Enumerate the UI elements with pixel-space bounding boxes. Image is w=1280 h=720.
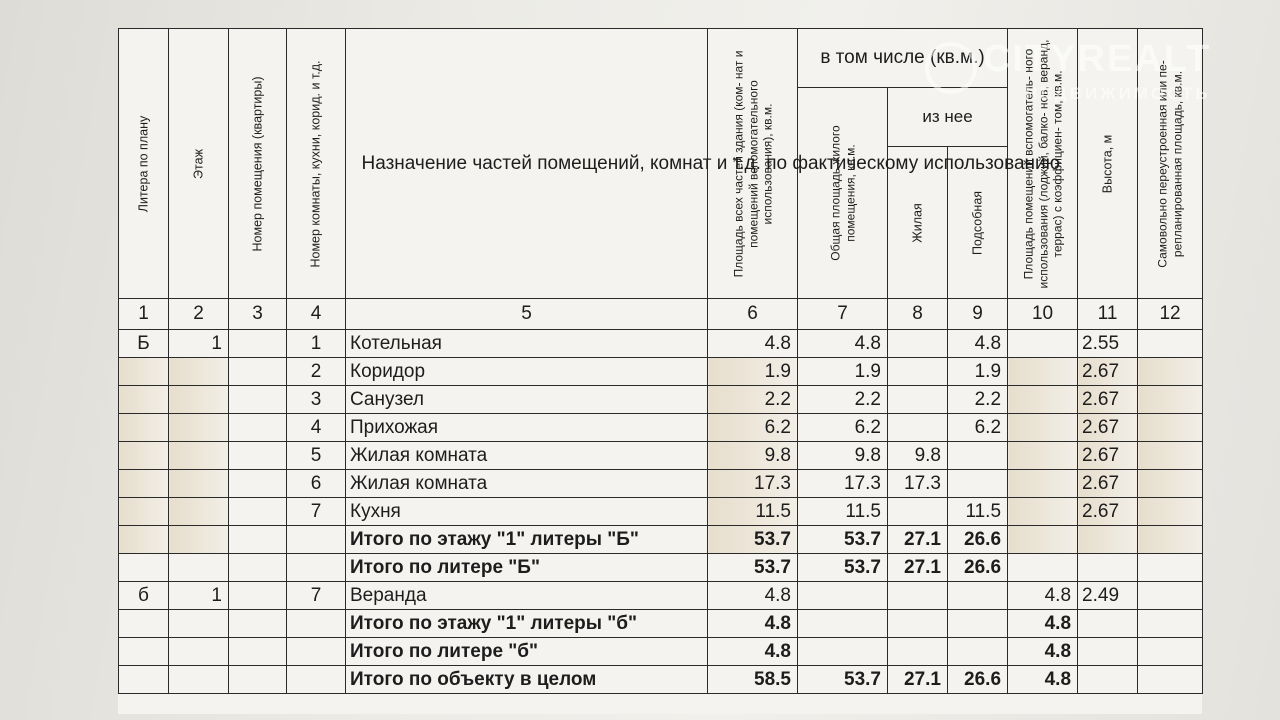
auxiliary-area-cell (948, 582, 1008, 610)
header-auxiliary: Подсобная (948, 147, 1008, 299)
veranda-area-cell (1008, 470, 1078, 498)
column-number: 1 (119, 299, 169, 330)
height-cell: 2.67 (1078, 498, 1138, 526)
floor-cell (169, 498, 229, 526)
table-row (119, 554, 1203, 582)
column-number: 4 (287, 299, 346, 330)
veranda-area-cell (1008, 442, 1078, 470)
purpose-cell: Котельная (346, 330, 708, 358)
veranda-area-cell: 4.8 (1008, 638, 1078, 666)
living-area-cell (888, 498, 948, 526)
veranda-area-cell (1008, 386, 1078, 414)
total-area-cell: 2.2 (708, 386, 798, 414)
unauthorized-area-cell (1138, 358, 1203, 386)
header-purpose: Назначение частей помещений, комнат и т.д. по фактическому использованию (346, 29, 708, 299)
veranda-area-cell (1008, 526, 1078, 554)
room-number-cell (287, 554, 346, 582)
apartment-cell (229, 582, 287, 610)
floor-cell (169, 666, 229, 694)
height-cell: 2.67 (1078, 358, 1138, 386)
table-row (119, 526, 1203, 554)
general-area-cell: 4.8 (798, 330, 888, 358)
litera-cell (119, 498, 169, 526)
general-area-cell: 53.7 (798, 554, 888, 582)
general-area-cell: 9.8 (798, 442, 888, 470)
purpose-cell: Прихожая (346, 414, 708, 442)
apartment-cell (229, 610, 287, 638)
floor-cell (169, 386, 229, 414)
veranda-area-cell (1008, 358, 1078, 386)
unauthorized-area-cell (1138, 638, 1203, 666)
auxiliary-area-cell: 1.9 (948, 358, 1008, 386)
unauthorized-area-cell (1138, 666, 1203, 694)
floor-cell (169, 442, 229, 470)
apartment-cell (229, 638, 287, 666)
floor-cell: 1 (169, 582, 229, 610)
veranda-area-cell: 4.8 (1008, 610, 1078, 638)
auxiliary-area-cell (948, 442, 1008, 470)
table-row (119, 610, 1203, 638)
room-number-cell: 1 (287, 330, 346, 358)
veranda-area-cell (1008, 554, 1078, 582)
floor-cell (169, 358, 229, 386)
column-number: 6 (708, 299, 798, 330)
total-area-cell: 6.2 (708, 414, 798, 442)
living-area-cell (888, 386, 948, 414)
auxiliary-area-cell (948, 610, 1008, 638)
table-row (119, 638, 1203, 666)
column-number: 2 (169, 299, 229, 330)
auxiliary-area-cell: 2.2 (948, 386, 1008, 414)
column-number: 9 (948, 299, 1008, 330)
height-cell (1078, 610, 1138, 638)
litera-cell (119, 470, 169, 498)
floor-cell (169, 610, 229, 638)
veranda-area-cell: 4.8 (1008, 666, 1078, 694)
height-cell: 2.67 (1078, 414, 1138, 442)
height-cell (1078, 554, 1138, 582)
unauthorized-area-cell (1138, 582, 1203, 610)
floor-cell (169, 470, 229, 498)
purpose-cell: Итого по литере "б" (346, 638, 708, 666)
veranda-area-cell (1008, 414, 1078, 442)
height-cell: 2.55 (1078, 330, 1138, 358)
apartment-cell (229, 666, 287, 694)
apartment-cell (229, 442, 287, 470)
total-area-cell: 4.8 (708, 330, 798, 358)
floor-cell: 1 (169, 330, 229, 358)
column-number: 10 (1008, 299, 1078, 330)
height-cell: 2.67 (1078, 442, 1138, 470)
apartment-cell (229, 470, 287, 498)
header-litera: Литера по плану (119, 29, 169, 299)
floor-cell (169, 526, 229, 554)
room-number-cell (287, 638, 346, 666)
litera-cell (119, 414, 169, 442)
living-area-cell (888, 414, 948, 442)
header-including: в том числе (кв.м.) (798, 29, 1008, 88)
apartment-cell (229, 330, 287, 358)
unauthorized-area-cell (1138, 330, 1203, 358)
floor-cell (169, 414, 229, 442)
room-number-cell: 4 (287, 414, 346, 442)
litera-cell (119, 554, 169, 582)
table-row (119, 442, 1203, 470)
unauthorized-area-cell (1138, 442, 1203, 470)
living-area-cell (888, 358, 948, 386)
purpose-cell: Кухня (346, 498, 708, 526)
veranda-area-cell: 4.8 (1008, 582, 1078, 610)
living-area-cell: 17.3 (888, 470, 948, 498)
apartment-cell (229, 358, 287, 386)
total-area-cell: 17.3 (708, 470, 798, 498)
auxiliary-area-cell (948, 638, 1008, 666)
unauthorized-area-cell (1138, 554, 1203, 582)
total-area-cell: 4.8 (708, 638, 798, 666)
general-area-cell: 53.7 (798, 666, 888, 694)
purpose-cell: Итого по объекту в целом (346, 666, 708, 694)
litera-cell (119, 666, 169, 694)
column-number: 5 (346, 299, 708, 330)
purpose-cell: Жилая комната (346, 470, 708, 498)
auxiliary-area-cell: 6.2 (948, 414, 1008, 442)
litera-cell (119, 358, 169, 386)
litera-cell (119, 442, 169, 470)
apartment-cell (229, 526, 287, 554)
total-area-cell: 4.8 (708, 610, 798, 638)
header-room-number: Номер комнаты, кухни, корид. и т.д. (287, 29, 346, 299)
general-area-cell: 53.7 (798, 526, 888, 554)
litera-cell: Б (119, 330, 169, 358)
watermark-brand: CITYREALT (983, 38, 1212, 80)
general-area-cell: 11.5 (798, 498, 888, 526)
floor-plan-explication-table (118, 28, 1203, 694)
litera-cell (119, 638, 169, 666)
unauthorized-area-cell (1138, 498, 1203, 526)
living-area-cell (888, 610, 948, 638)
column-number: 7 (798, 299, 888, 330)
general-area-cell: 1.9 (798, 358, 888, 386)
room-number-cell (287, 526, 346, 554)
room-number-cell: 7 (287, 498, 346, 526)
header-general-area: Общая площадь жилого помещения, кв.м. (798, 88, 888, 299)
height-cell: 2.67 (1078, 470, 1138, 498)
general-area-cell (798, 582, 888, 610)
header-unauthorized-area: Самовольно переустроенная или пе- репланированная площадь, кв.м. (1138, 29, 1203, 299)
purpose-cell: Итого по литере "Б" (346, 554, 708, 582)
total-area-cell: 58.5 (708, 666, 798, 694)
table-row (119, 470, 1203, 498)
column-number: 3 (229, 299, 287, 330)
header-auxiliary-area: Площадь помещений вспомогатель- ного использования (лоджий, балко- нов, веранд, террас) с коэффициен- том, кв.м. (1008, 29, 1078, 299)
general-area-cell: 6.2 (798, 414, 888, 442)
table-row (119, 358, 1203, 386)
floor-cell (169, 638, 229, 666)
column-number: 8 (888, 299, 948, 330)
table-row (119, 666, 1203, 694)
watermark-tagline: НЕДВИЖИМОСТЬ (1025, 84, 1211, 103)
column-number: 11 (1078, 299, 1138, 330)
apartment-cell (229, 498, 287, 526)
table-row (119, 330, 1203, 358)
apartment-cell (229, 554, 287, 582)
unauthorized-area-cell (1138, 526, 1203, 554)
purpose-cell: Итого по этажу "1" литеры "Б" (346, 526, 708, 554)
unauthorized-area-cell (1138, 414, 1203, 442)
room-number-cell (287, 666, 346, 694)
purpose-cell: Веранда (346, 582, 708, 610)
header-total-area: Площадь всех частей здания (ком- нат и помещений вспомогательного использования), кв.м. (708, 29, 798, 299)
height-cell: 2.49 (1078, 582, 1138, 610)
height-cell (1078, 526, 1138, 554)
room-number-cell: 2 (287, 358, 346, 386)
general-area-cell: 2.2 (798, 386, 888, 414)
auxiliary-area-cell: 11.5 (948, 498, 1008, 526)
unauthorized-area-cell (1138, 470, 1203, 498)
veranda-area-cell (1008, 498, 1078, 526)
auxiliary-area-cell (948, 470, 1008, 498)
auxiliary-area-cell: 26.6 (948, 554, 1008, 582)
room-number-cell: 6 (287, 470, 346, 498)
purpose-cell: Санузел (346, 386, 708, 414)
litera-cell (119, 610, 169, 638)
litera-cell (119, 386, 169, 414)
header-of-which: из нее (888, 88, 1008, 147)
height-cell (1078, 666, 1138, 694)
height-cell (1078, 638, 1138, 666)
apartment-cell (229, 414, 287, 442)
veranda-area-cell (1008, 330, 1078, 358)
table-row (119, 498, 1203, 526)
column-number-row (119, 299, 1203, 330)
apartment-cell (229, 386, 287, 414)
living-area-cell: 27.1 (888, 526, 948, 554)
total-area-cell: 9.8 (708, 442, 798, 470)
living-area-cell (888, 638, 948, 666)
living-area-cell: 9.8 (888, 442, 948, 470)
unauthorized-area-cell (1138, 610, 1203, 638)
unauthorized-area-cell (1138, 386, 1203, 414)
general-area-cell: 17.3 (798, 470, 888, 498)
table-row (119, 386, 1203, 414)
living-area-cell (888, 330, 948, 358)
floor-cell (169, 554, 229, 582)
room-number-cell: 5 (287, 442, 346, 470)
litera-cell: б (119, 582, 169, 610)
header-apartment-number: Номер помещения (квартиры) (229, 29, 287, 299)
header-floor: Этаж (169, 29, 229, 299)
column-number: 12 (1138, 299, 1203, 330)
auxiliary-area-cell: 26.6 (948, 666, 1008, 694)
purpose-cell: Коридор (346, 358, 708, 386)
height-cell: 2.67 (1078, 386, 1138, 414)
header-height: Высота, м (1078, 29, 1138, 299)
auxiliary-area-cell: 26.6 (948, 526, 1008, 554)
table-row (119, 582, 1203, 610)
general-area-cell (798, 638, 888, 666)
total-area-cell: 53.7 (708, 554, 798, 582)
purpose-cell: Жилая комната (346, 442, 708, 470)
living-area-cell: 27.1 (888, 666, 948, 694)
living-area-cell (888, 582, 948, 610)
room-number-cell: 7 (287, 582, 346, 610)
litera-cell (119, 526, 169, 554)
total-area-cell: 1.9 (708, 358, 798, 386)
total-area-cell: 4.8 (708, 582, 798, 610)
total-area-cell: 53.7 (708, 526, 798, 554)
table-row (119, 414, 1203, 442)
auxiliary-area-cell: 4.8 (948, 330, 1008, 358)
room-number-cell (287, 610, 346, 638)
purpose-cell: Итого по этажу "1" литеры "б" (346, 610, 708, 638)
general-area-cell (798, 610, 888, 638)
room-number-cell: 3 (287, 386, 346, 414)
living-area-cell: 27.1 (888, 554, 948, 582)
total-area-cell: 11.5 (708, 498, 798, 526)
header-living: Жилая (888, 147, 948, 299)
